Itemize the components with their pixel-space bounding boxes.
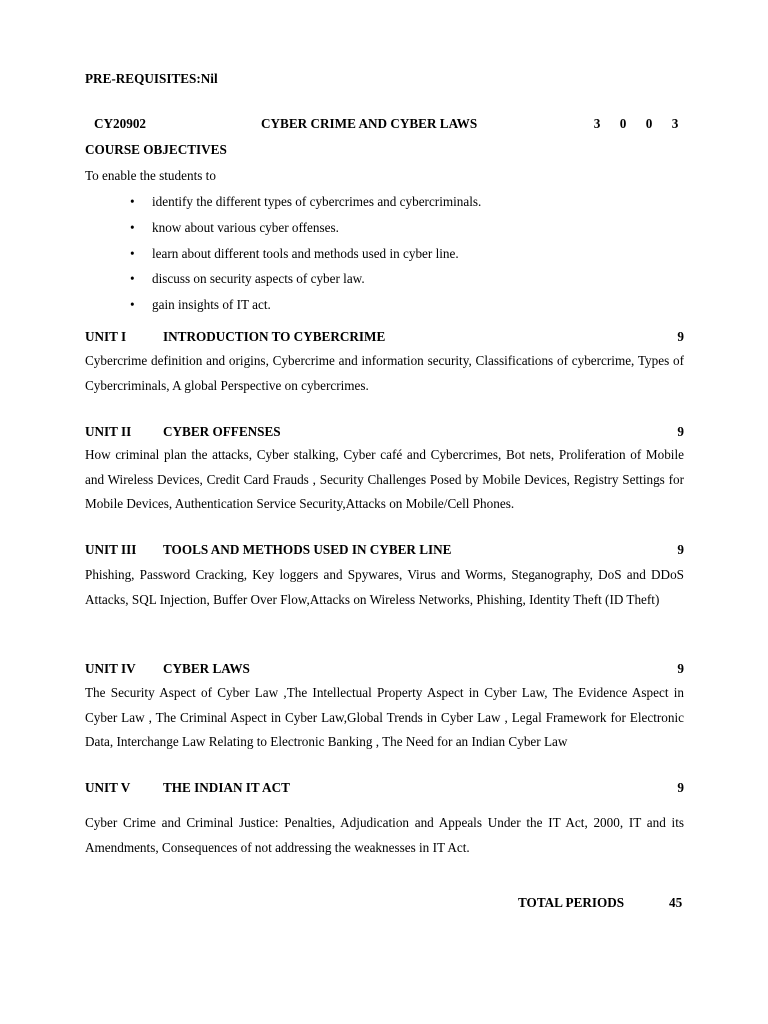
prerequisites: PRE-REQUISITES:Nil: [85, 71, 218, 86]
objective-text: identify the different types of cybercrimes and cybercriminals.: [152, 194, 482, 209]
bullet-icon: •: [130, 297, 135, 313]
bullet-icon: •: [130, 271, 135, 287]
unit-heading: [85, 329, 684, 349]
unit-content: How criminal plan the attacks, Cyber stalking, Cyber café and Cybercrimes, Bot nets, Proliferation of Mobile and Wireless Devices, Credit Card Frauds , Security Challenges Posed by Mobile Devices, Registry Settings for Mobile Devices, Authentication Service Security,Attacks on Mobile/Cell Phones.: [85, 447, 684, 511]
course-credits: [584, 116, 688, 132]
unit-content: Phishing, Password Cracking, Key loggers and Spywares, Virus and Worms, Steganography, DoS and DDoS Attacks, SQL Injection, Buffer Over Flow,Attacks on Wireless Networks, Phishing, Identity Theft (ID Theft): [85, 567, 684, 607]
total-periods-value: 45: [669, 895, 683, 910]
unit-number: UNIT II: [85, 424, 132, 439]
credit-tutorial: 0: [619, 116, 627, 131]
unit-heading: [85, 780, 684, 800]
objectives-intro: To enable the students to: [85, 168, 216, 183]
unit-heading: [85, 424, 684, 444]
unit-title: THE INDIAN IT ACT: [163, 780, 290, 795]
objective-item: [130, 241, 481, 267]
objective-item: [130, 292, 481, 318]
objective-item: [130, 189, 481, 215]
credit-total: 3: [671, 116, 679, 131]
unit-content: The Security Aspect of Cyber Law ,The Intellectual Property Aspect in Cyber Law, The Evidence Aspect in Cyber Law , The Criminal Aspect in Cyber Law,Global Trends in Cyber Law , Legal Framework for Electronic Data, Interchange Law Relating to Electronic Banking , The Need for an Indian Cyber Law: [85, 685, 684, 749]
objectives-heading: COURSE OBJECTIVES: [85, 142, 227, 157]
unit-hours: 9: [677, 542, 684, 557]
unit-title: TOOLS AND METHODS USED IN CYBER LINE: [163, 542, 452, 557]
unit-hours: 9: [677, 780, 684, 795]
unit-title: CYBER LAWS: [163, 661, 250, 676]
unit-title: INTRODUCTION TO CYBERCRIME: [163, 329, 386, 344]
course-title: CYBER CRIME AND CYBER LAWS: [261, 116, 478, 131]
credit-lecture: 3: [593, 116, 601, 131]
objective-item: [130, 266, 481, 292]
unit-content: Cyber Crime and Criminal Justice: Penalties, Adjudication and Appeals Under the IT Act, 2000, IT and its Amendments, Consequences of not addressing the weaknesses in IT Act.: [85, 815, 684, 855]
total-periods-label: TOTAL PERIODS: [518, 895, 625, 910]
objective-text: discuss on security aspects of cyber law.: [152, 271, 365, 287]
unit-heading: [85, 661, 684, 681]
unit-hours: 9: [677, 329, 684, 344]
credit-practical: 0: [645, 116, 653, 131]
objectives-list: [130, 189, 481, 318]
unit-heading: [85, 542, 684, 562]
objective-text: learn about different tools and methods used in cyber line.: [152, 245, 459, 261]
unit-number: UNIT I: [85, 329, 127, 344]
unit-number: UNIT V: [85, 780, 131, 795]
unit-content: Cybercrime definition and origins, Cybercrime and information security, Classifications of cybercrime, Types of Cybercriminals, A global Perspective on cybercrimes.: [85, 353, 684, 393]
bullet-icon: •: [130, 219, 135, 235]
course-code: CY20902: [94, 116, 147, 131]
objective-item: [130, 215, 481, 241]
bullet-icon: •: [130, 245, 135, 261]
unit-number: UNIT IV: [85, 661, 136, 676]
bullet-icon: •: [130, 194, 135, 209]
unit-number: UNIT III: [85, 542, 137, 557]
objective-text: gain insights of IT act.: [152, 297, 271, 313]
unit-title: CYBER OFFENSES: [163, 424, 281, 439]
unit-hours: 9: [677, 661, 684, 676]
objective-text: know about various cyber offenses.: [152, 219, 339, 235]
unit-hours: 9: [677, 424, 684, 439]
